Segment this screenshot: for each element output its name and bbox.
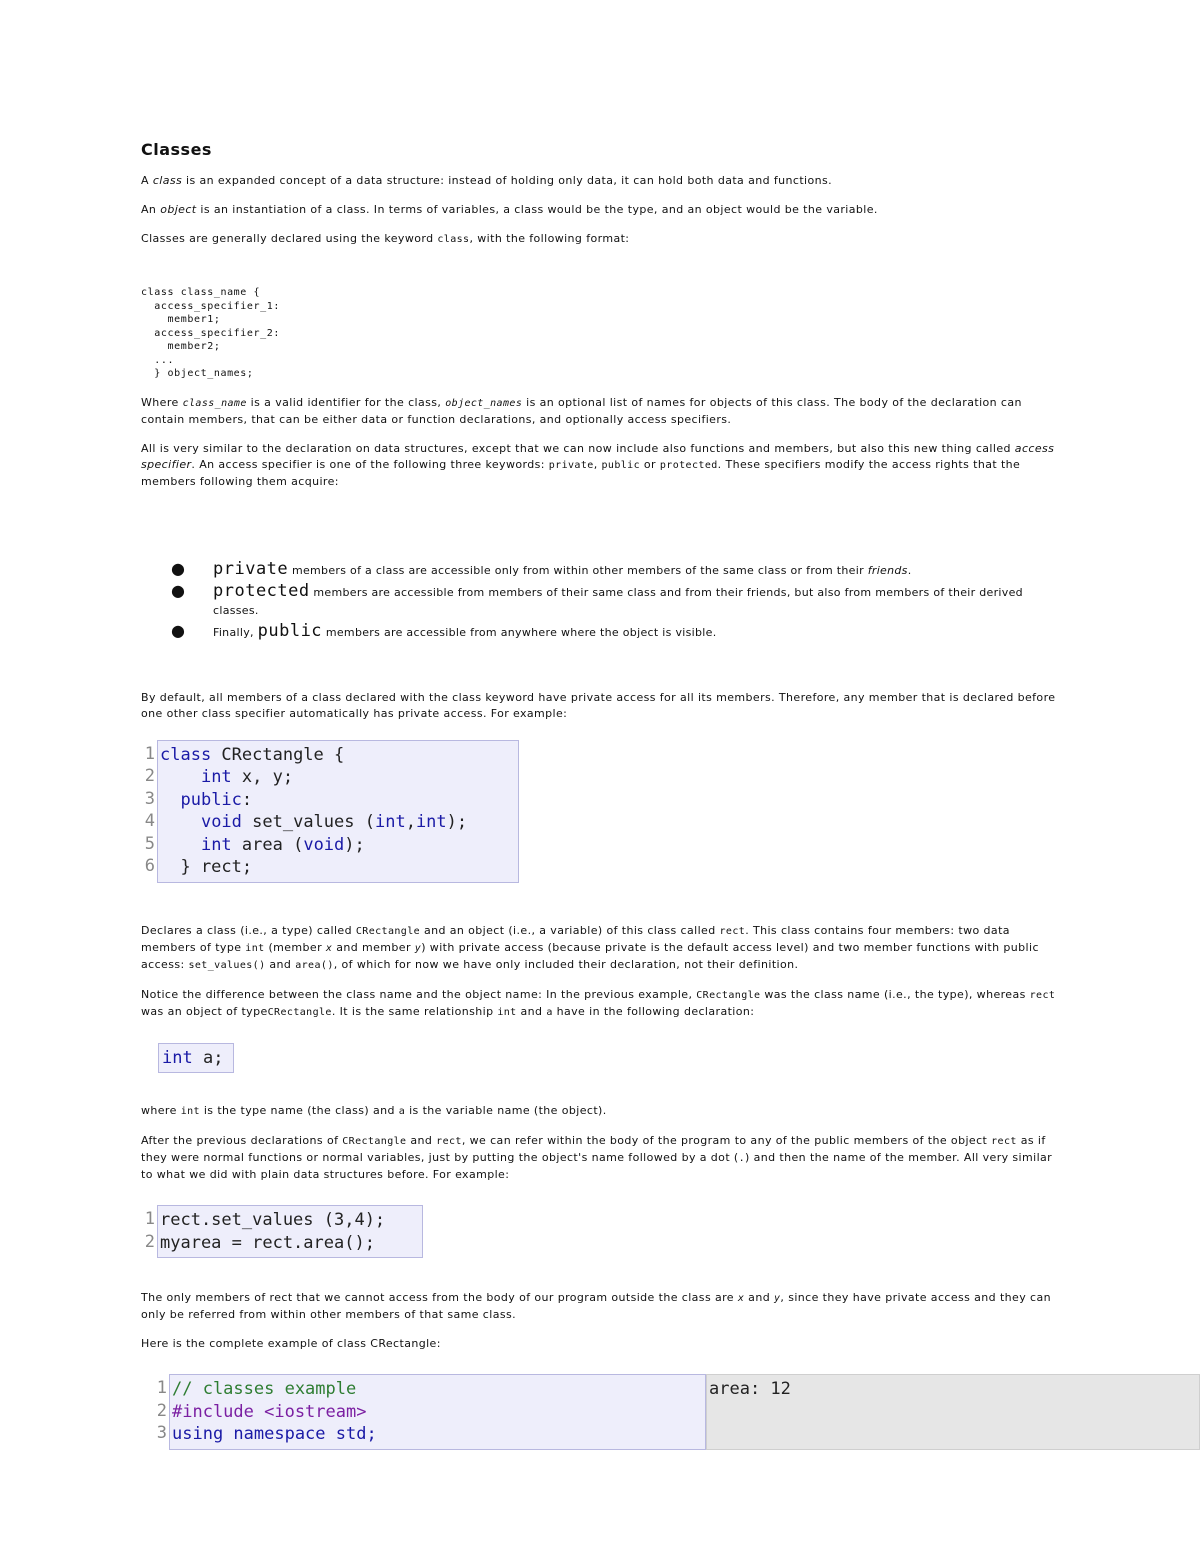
paragraph-complete-example: Here is the complete example of class CRectangle: <box>141 1337 441 1350</box>
code-content: class CRectangle { int x, y; public: void set_values (int,int); int area (void); } rect; <box>157 740 519 883</box>
paragraph-int-type: where int is the type name (the class) and a is the variable name (the object). <box>141 1104 607 1117</box>
line-numbers: 1 2 3 4 5 6 <box>144 743 155 876</box>
program-output: area: 12 <box>706 1374 1200 1450</box>
paragraph-declares-class: Declares a class (i.e., a type) called CRectangle and an object (i.e., a variable) of this class called rect. This class contains four members: two data members of type int (member x and member y) with private access (because private is the default access level) and two member functions with public access: set_values() and area(), of which for now we have only included their declaration, not their definition. <box>141 923 1039 971</box>
bullet-icon: ● <box>171 558 186 578</box>
list-item: ● Finally, public members are accessible from anywhere where the object is visible. <box>171 620 717 641</box>
paragraph-access-specifier: All is very similar to the declaration on data structures, except that we can now include also functions and members, but also this new thing called access specifier. An access specifier is one of the following three keywords: private, public or protected. These specifiers modify the access rights that the members following them acquire: <box>141 441 1055 488</box>
code-block-complete-example <box>153 1374 1200 1450</box>
paragraph-class-name: Where class_name is a valid identifier for the class, object_names is an optional list of names for objects of this class. The body of the declaration can contain members, that can be either data or function declarations, and optionally access specifiers. <box>141 395 1022 426</box>
bullet-icon: ● <box>171 580 186 600</box>
page-title: Classes <box>141 140 212 159</box>
code-block-int-a <box>158 1043 1061 1074</box>
line-numbers: 1 2 3 <box>156 1378 167 1443</box>
class-format-code: class class_name { access_specifier_1: member1; access_specifier_2: member2; ... } object_names; <box>141 287 281 379</box>
list-item: ● protected members are accessible from members of their same class and from their friends, but also from members of their derived classes. <box>171 580 1023 617</box>
code-using-line: using namespace std; <box>172 1424 377 1444</box>
code-content: int a; <box>158 1043 234 1074</box>
code-content: // classes example #include <iostream> using namespace std; <box>169 1374 706 1450</box>
list-item: ● private members of a class are accessible only from within other members of the same class or from their friends. <box>171 558 912 579</box>
code-block-rect-usage <box>141 1205 1061 1258</box>
paragraph-private-members: The only members of rect that we cannot access from the body of our program outside the class are x and y, since they have private access and they can only be referred from within other members of that same class. <box>141 1291 1051 1321</box>
paragraph-class-vs-object: Notice the difference between the class name and the object name: In the previous example, CRectangle was the class name (i.e., the type), whereas rect was an object of typeCRectangle. It is the same relationship int and a have in the following declaration: <box>141 987 1056 1018</box>
access-specifier-list <box>171 560 1061 642</box>
paragraph-object-definition: An object is an instantiation of a class. In terms of variables, a class would be the type, and an object would be the variable. <box>141 203 878 216</box>
paragraph-access-members: After the previous declarations of CRectangle and rect, we can refer within the body of the program to any of the public members of the object rect as if they were normal functions or normal variables, just by putting the object's name followed by a dot (.) and then the name of the member. All very similar to what we did with plain data structures before. For example: <box>141 1134 1053 1181</box>
bullet-icon: ● <box>171 620 186 640</box>
code-block-crectangle <box>141 740 1061 883</box>
paragraph-class-definition: A class is an expanded concept of a data structure: instead of holding only data, it can hold both data and functions. <box>141 174 833 187</box>
paragraph-default-access: By default, all members of a class declared with the class keyword have private access for all its members. Therefore, any member that is declared before one other class specifier automatically has private access. For example: <box>141 690 1056 720</box>
document-page <box>141 140 1061 1450</box>
line-numbers: 1 2 <box>144 1209 155 1252</box>
paragraph-class-keyword: Classes are generally declared using the keyword class, with the following format: <box>141 232 630 245</box>
code-content: rect.set_values (3,4); myarea = rect.area(); <box>157 1205 423 1258</box>
